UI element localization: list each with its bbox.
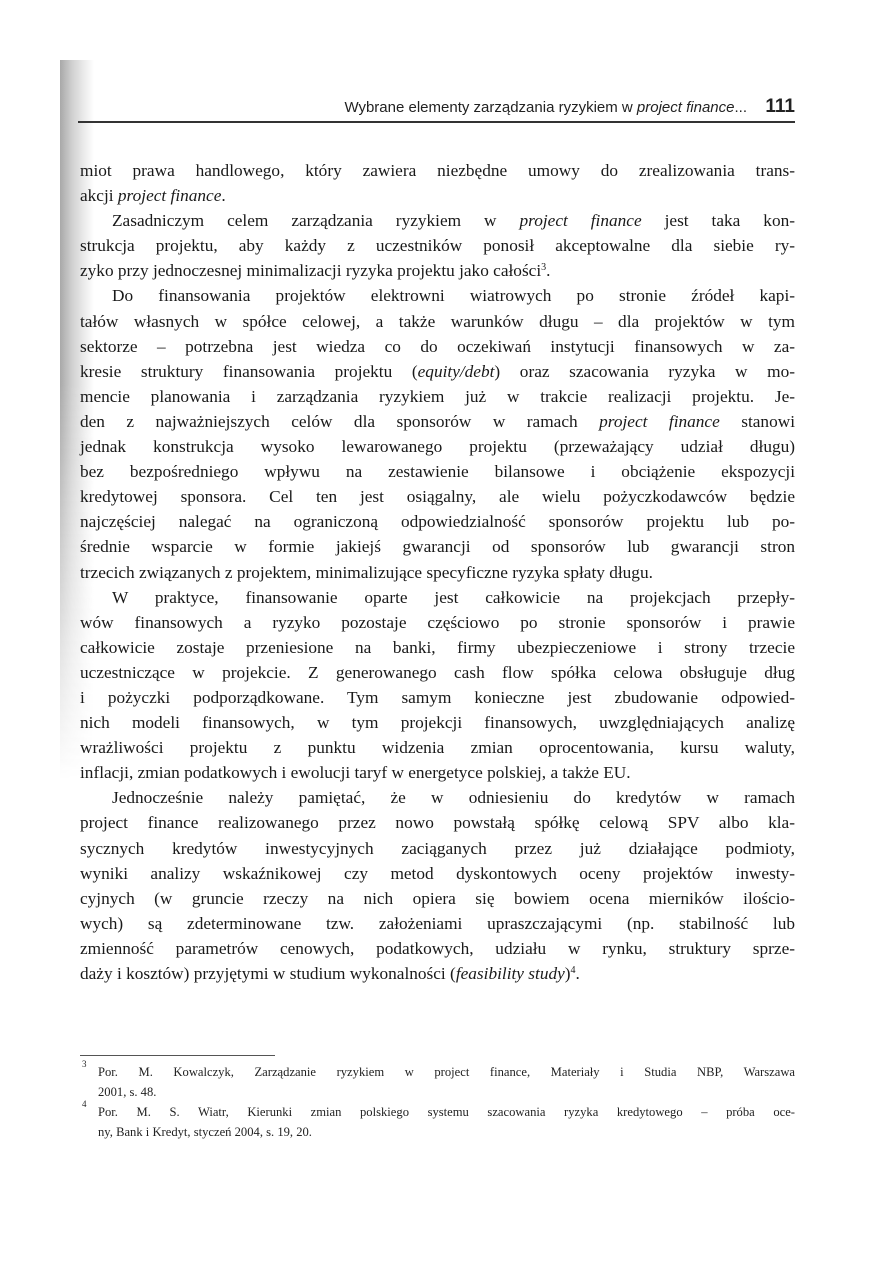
text-line [80,459,795,484]
footnote-number: 3 [82,1059,87,1069]
paragraph [80,785,795,986]
text-segment: wrażliwości projektu z punktu widzenia zmian oprocentowania, kursu waluty, [80,738,795,758]
text-line [80,258,795,283]
running-title-text: Wybrane elementy zarządzania ryzykiem w [344,99,637,116]
paragraph [80,208,795,283]
text-line [80,911,795,936]
text-segment: den z najważniejszych celów dla sponsorów w ramach [80,411,600,431]
text-segment: miot prawa handlowego, który zawiera niezbędne umowy do zrealizowania trans- [80,161,795,180]
text-line [80,183,795,208]
italic-term: feasibility study [455,964,565,983]
text-line [80,233,795,258]
footnote-number: 4 [82,1099,87,1109]
text-segment: mencie planowania i zarządzania ryzykiem już w trakcie realizacji projektu. Je- [80,386,795,406]
italic-term: project finance [117,186,222,206]
footnote-rule [80,1055,275,1056]
text-line [80,810,795,835]
footnote [80,1059,795,1102]
text-segment: średnie wsparcie w formie jakiejś gwarancji od sponsorów lub gwarancji stron [80,537,795,557]
italic-term: project finance [519,211,642,231]
text-line [80,158,795,183]
text-segment: jest taka kon- [641,211,795,231]
text-segment: jednak konstrukcja wysoko lewarowanego projektu (przeważający udział długu) [80,437,795,457]
text-segment: Jednocześnie należy pamiętać, że w odniesieniu do kredytów w ramach [112,788,795,808]
text-segment: nich modeli finansowych, w tym projekcji finansowych, uwzględniających analizę [80,713,795,733]
text-segment: zyko przy jednoczesnej minimalizacji ryzyka projektu jako całości [80,261,542,281]
header-rule [78,121,795,123]
text-segment: Zasadniczym celem zarządzania ryzykiem w [112,211,520,231]
footnote-ref: 3 [541,262,547,274]
italic-term: equity/debt [417,361,495,381]
text-segment: . [575,964,580,983]
paragraph [80,283,795,584]
text-line [80,484,795,509]
text-line [80,660,795,685]
text-line [80,760,795,785]
text-line [80,685,795,710]
footnote-line: 2001, s. 48. [98,1085,157,1099]
text-segment: Do finansowania projektów elektrowni wiatrowych po stronie źródeł kapi- [112,286,795,306]
text-line [80,886,795,911]
text-segment: . [546,261,551,281]
text-segment: najczęściej nalegać na ograniczoną odpowiedzialność sponsorów projektu lub po- [80,512,795,532]
text-segment: wów finansowych a ryzyko pozostaje częściowo po stronie sponsorów i prawie [80,612,795,632]
text-segment: wych) są zdeterminowane tzw. założeniami upraszczającymi (np. stabilność lub [80,913,795,933]
text-line [80,861,795,886]
text-line [80,309,795,334]
footnote-line: Por. M. Kowalczyk, Zarządzanie ryzykiem w project finance, Materiały i Studia NBP, Warszawa [98,1065,795,1079]
text-line [80,710,795,735]
text-line [80,534,795,559]
text-segment: trzecich związanych z projektem, minimalizujące specyficzne ryzyka spłaty długu. [80,562,653,582]
text-segment: i pożyczki podporządkowane. Tym samym konieczne jest zbudowanie odpowied- [80,687,795,707]
text-line [80,735,795,760]
text-line [80,936,795,961]
text-segment: uczestniczące w projekcie. Z generowanego cash flow spółka celowa obsługuje dług [80,662,795,682]
text-line [80,836,795,861]
paragraph [80,158,795,208]
text-segment: kresie struktury finansowania projektu ( [80,361,418,381]
text-line [80,434,795,459]
italic-term: project finance [599,411,720,431]
text-segment: inflacji, zmian podatkowych i ewolucji taryf w energetyce polskiej, a także EU. [80,763,631,783]
running-title-italic: project finance [636,99,735,116]
text-segment: sycznych kredytów inwestycyjnych zaciąganych przez już działające podmioty, [80,838,795,858]
text-line [80,384,795,409]
text-segment: sektorze – potrzebna jest wiedza co do oczekiwań instytucji finansowych w za- [80,336,795,356]
running-header [80,96,795,120]
footnote-line: Por. M. S. Wiatr, Kierunki zmian polskiego systemu szacowania ryzyka kredytowego – próba oce- [98,1105,795,1119]
footnote-ref: 4 [570,965,576,976]
text-segment: stanowi [719,411,795,431]
text-segment: W praktyce, finansowanie oparte jest całkowicie na projekcjach przepły- [112,587,795,607]
text-segment: ) oraz szacowania ryzyka w mo- [494,361,795,381]
running-title [344,99,747,116]
text-line [80,785,795,810]
text-segment: akcji [80,186,118,206]
text-line [80,509,795,534]
text-segment: daży i kosztów) przyjętymi w studium wykonalności ( [80,964,456,983]
text-line [80,334,795,359]
text-segment: bez bezpośredniego wpływu na zestawienie bilansowe i obciążenie ekspozycji [80,462,795,482]
text-line [80,635,795,660]
text-line [80,560,795,585]
text-segment: zmienność parametrów cenowych, podatkowych, udziału w rynku, struktury sprze- [80,938,795,958]
footnote-line: ny, Bank i Kredyt, styczeń 2004, s. 19, 20. [98,1125,312,1139]
text-segment: project finance realizowanego przez nowo powstałą spółkę celową SPV albo kla- [80,813,795,833]
footnotes [80,1059,795,1142]
text-line [80,208,795,233]
page-number: 111 [765,96,795,117]
footnote [80,1099,795,1142]
text-segment: . [221,186,226,206]
text-line [80,610,795,635]
text-line [80,359,795,384]
text-segment: cyjnych (w gruncie rzeczy na nich opiera się bowiem ocena mierników ilościo- [80,888,795,908]
text-line [80,409,795,434]
text-segment: kredytowej sponsora. Cel ten jest osiągalny, ale wielu pożyczkodawców będzie [80,487,795,507]
text-segment: całkowicie zostaje przeniesione na banki, firmy ubezpieczeniowe i strony trzecie [80,637,795,657]
text-line [80,283,795,308]
paragraph [80,585,795,786]
text-line [80,961,795,986]
text-segment: strukcja projektu, aby każdy z uczestników ponosił akceptowalne dla siebie ry- [80,236,795,256]
text-segment: tałów własnych w spółce celowej, a także warunków długu – dla projektów w tym [80,311,795,331]
text-line [80,585,795,610]
running-title-ellipsis: ... [734,99,747,116]
text-segment: wyniki analizy wskaźnikowej czy metod dyskontowych oceny projektów inwesty- [80,863,795,883]
text-segment: ) [564,964,571,983]
body-text [80,158,795,986]
